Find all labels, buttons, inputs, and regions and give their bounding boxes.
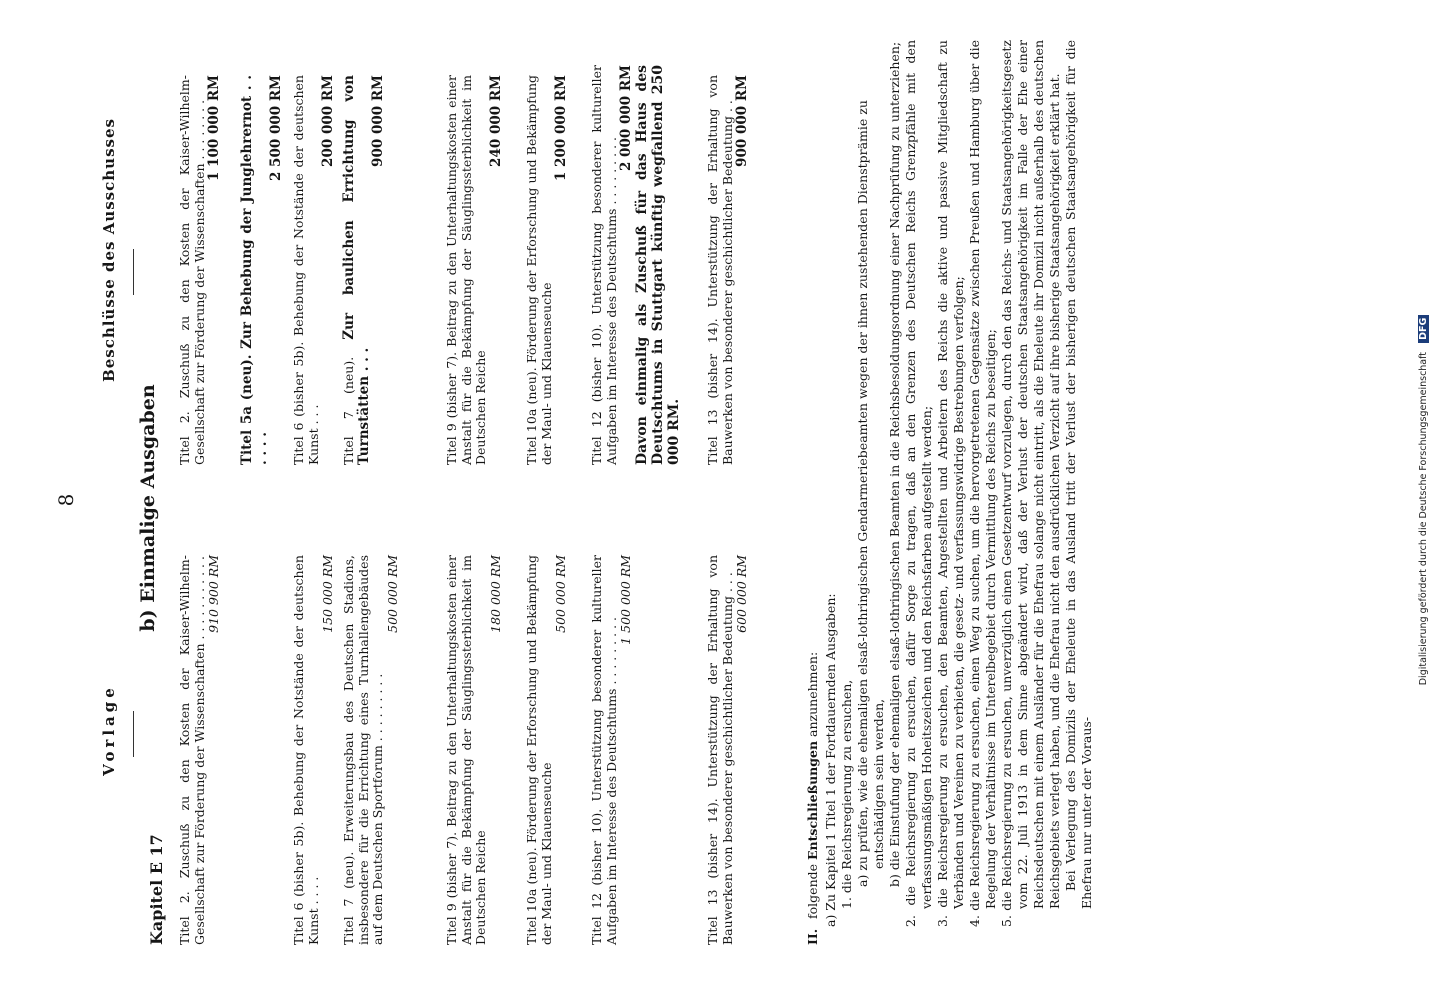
resolutions-block	[805, 40, 1095, 945]
left-entry-titel-13	[706, 555, 750, 945]
entry-text: Titel 2. Zuschuß zu den Kosten der Kaiser-Wilhelm-Gesellschaft zur Förderung der Wissenschaften . . . . . . . . . . .	[177, 555, 207, 945]
resolution-4: 4. die Reichsregierung zu ersuchen, einen Weg zu suchen, um die hervorgetretenen Gegensätze zwischen Preußen und Hamburg über die Regelung der Verhältnisse im Unterelbegebiet durch Vermittlung des Reichs zu beseitigen;	[967, 40, 998, 927]
entry-amount: 1 200 000 RM	[553, 75, 569, 182]
left-entry-titel-9	[445, 555, 503, 945]
entry-text: Titel 6 (bisher 5b). Behebung der Notstände der deutschen Kunst . . . .	[291, 555, 321, 945]
right-entry-titel-5a	[240, 75, 284, 465]
entry-text: Titel 12 (bisher 10). Unterstützung besonderer kultureller Aufgaben im Interesse des Deutschtums . . . . . . . . .	[589, 555, 619, 945]
entry-amount: 600 000 RM	[734, 555, 749, 633]
kapitel-label: Kapitel E 17	[147, 834, 166, 945]
intro-text: folgende	[805, 863, 820, 919]
entry-amount: 900 000 RM	[734, 75, 750, 167]
resolution-2: 2. die Reichsregierung zu ersuchen, dafür Sorge zu tragen, daß an den Grenzen des Deutschen Reichs Grenzpfähle mit den verfassungsmäßigen Hoheitszeichen und den Reichsfarben aufgestellt werden;	[903, 40, 934, 927]
intro-text-end: anzunehmen:	[805, 651, 820, 737]
entry-amount: 500 000 RM	[553, 555, 568, 633]
entry-amount: 180 000 RM	[487, 555, 503, 633]
entry-amount: 1 100 000 RM	[206, 75, 222, 182]
heading-rule-right	[133, 249, 134, 295]
entry-note: Davon einmalig als Zuschuß für das Haus des Deutschtums in Stuttgart künftig wegfallend 250 000 RM.	[633, 65, 682, 465]
left-entry-titel-7	[342, 555, 400, 945]
entry-amount: 2 000 000 RM	[618, 65, 634, 172]
entry-text: Titel 6 (bisher 5b). Behebung der Notstände der deutschen Kunst . . .	[291, 75, 321, 465]
right-entry-titel-10a	[525, 75, 569, 465]
entry-text: Titel 13 (bisher 14). Unterstützung der Erhaltung von Bauwerken von besonderer geschichtlicher Bedeutung . .	[705, 75, 735, 465]
entry-amount: 240 000 RM	[487, 75, 504, 167]
entry-text: Titel 2. Zuschuß zu den Kosten der Kaiser-Wilhelm-Gesellschaft zur Förderung der Wissenschaften . . . . . . . .	[177, 75, 207, 465]
entry-text: Titel 10a (neu). Förderung der Erforschung und Bekämpfung der Maul- und Klauenseuche	[524, 555, 554, 945]
entry-text-bold: Zur baulichen Errichtung von Turnstätten . . .	[341, 75, 372, 465]
page-number: 8	[54, 493, 78, 507]
entry-text: Titel 9 (bisher 7). Beitrag zu den Unterhaltungskosten einer Anstalt für die Bekämpfung der Säuglingssterblichkeit im Deutschen Reiche	[444, 555, 488, 945]
entry-text: Titel 10a (neu). Förderung der Erforschung und Bekämpfung der Maul- und Klauenseuche	[524, 75, 554, 465]
left-entry-titel-12	[590, 555, 634, 945]
right-entry-titel-9	[445, 75, 503, 465]
entry-amount: 900 000 RM	[370, 75, 386, 167]
left-entry-titel-2	[178, 555, 222, 945]
entry-amount: 500 000 RM	[384, 555, 400, 633]
intro-strong: Entschließungen	[805, 740, 820, 860]
section-title: b) Einmalige Ausgaben	[137, 384, 159, 632]
right-entry-titel-2	[178, 75, 222, 465]
credit-text: Digitalisierung gefördert durch die Deutsche Forschungsgemeinschaft	[1418, 351, 1429, 686]
entry-amount: 200 000 RM	[320, 75, 336, 167]
heading-vorlage: Vorlage	[100, 684, 118, 776]
resolution-5-continued: Bei Verlegung des Domizils der Eheleute in das Ausland tritt der Verlust der bisherigen deutschen Staatsangehörigkeit für die Ehefrau nur unter der Voraus-	[1063, 40, 1094, 909]
entry-text: Titel 9 (bisher 7). Beitrag zu den Unterhaltungskosten einer Anstalt für die Bekämpfung der Säuglingssterblichkeit im Deutschen Reiche	[444, 75, 488, 465]
resolution-a: a) Zu Kapitel 1 Titel 1 der Fortdauernden Ausgaben:	[823, 593, 838, 927]
right-entry-titel-12	[590, 65, 682, 465]
right-entry-titel-13	[706, 75, 750, 465]
digitization-credit	[1418, 10, 1429, 990]
entry-text: Titel 12 (bisher 10). Unterstützung besonderer kultureller Aufgaben im Interesse des Deutschtums . . . . . . . . .	[589, 65, 619, 465]
entry-amount: 910 900 RM	[206, 555, 221, 633]
entry-text: Titel 5a (neu). Zur Behebung der Junglehrernot . . . . . .	[239, 75, 270, 465]
entry-text: Titel 7 (neu).	[341, 356, 356, 465]
right-entry-titel-6	[292, 75, 336, 465]
resolution-5: 5. die Reichsregierung zu ersuchen, unverzüglich einen Gesetzentwurf vorzulegen, durch den das Reichs- und Staatsangehörigkeitsgesetz vom 22. Juli 1913 in dem Sinne abgeändert wird, daß der Verlust der deutschen Staatsangehörigkeit im Falle der Ehe einer Reichsdeutschen mit einem Ausländer für die Ehefrau solange nicht eintritt, als die Eheleute ihr Domizil nicht außerhalb des deutschen Reichsgebiets verlegt haben, und die Ehefrau nicht den ausdrücklichen Verzicht auf ihre bisherige Staatsangehörigkeit erklärt hat.	[999, 40, 1062, 927]
left-entry-titel-10a	[525, 555, 569, 945]
resolution-1a: a) zu prüfen, wie die ehemaligen elsaß-lothringischen Gendarmeriebeamten wegen der ihnen zustehenden Dienstprämie zu entschädigen sein werden,	[855, 100, 886, 887]
entry-text: Titel 13 (bisher 14). Unterstützung der Erhaltung von Bauwerken von besonderer geschichtlicher Bedeutung . . .	[705, 555, 735, 945]
heading-beschluesse: Beschlüsse des Ausschusses	[100, 118, 118, 382]
resolutions-heading	[805, 40, 821, 945]
right-entry-titel-7	[342, 75, 386, 465]
entry-amount: 1 500 000 RM	[618, 555, 633, 645]
left-entry-titel-6	[292, 555, 336, 945]
heading-rule-left	[133, 711, 134, 757]
resolution-3: 3. die Reichsregierung zu ersuchen, den Beamten, Angestellten und Arbeitern des Reichs die aktive und passive Mitgliedschaft zu Verbänden und Vereinen zu verbieten, die gesetz- und verfassungswidrige Bestrebungen verfolgen;	[935, 40, 966, 927]
entry-amount: 2 500 000 RM	[268, 75, 284, 182]
resolution-1b: b) die Einstufung der ehemaligen elsaß-lothringischen Beamten in die Reichsbesoldungsordnung einer Nachprüfung zu unterziehen;	[887, 41, 902, 887]
entry-amount: 150 000 RM	[320, 555, 335, 633]
dfg-logo: DFG	[1418, 315, 1429, 343]
roman-numeral: II.	[805, 928, 820, 945]
entry-text: Titel 7 (neu). Erweiterungsbau des Deutschen Stadions, insbesondere für die Errichtung eines Turnhallengebäudes auf dem Deutschen Sportforum . . . . . . . . .	[341, 555, 385, 945]
resolution-1: 1. die Reichsregierung zu ersuchen,	[839, 679, 854, 909]
